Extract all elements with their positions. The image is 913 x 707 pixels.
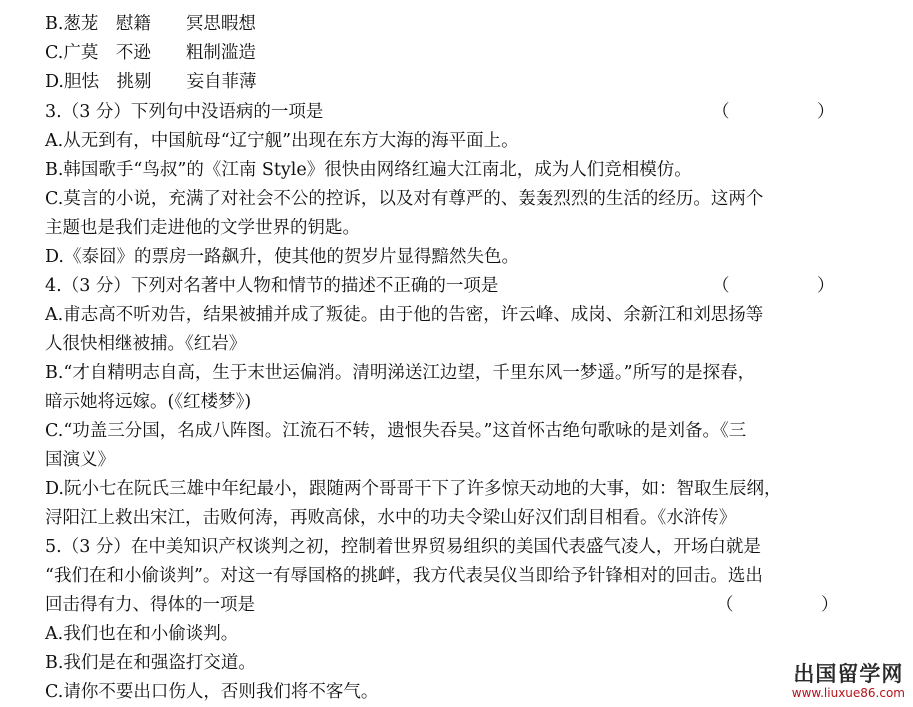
watermark-url: www.liuxue86.com — [791, 686, 905, 700]
option-line-b-q2: B.葱茏 慰籍 冥思暇想 — [45, 14, 256, 34]
question-5-option-b: B.我们是在和强盗打交道。 — [45, 653, 256, 673]
question-3-stem: 3.（3 分）下列句中没语病的一项是 — [45, 102, 324, 122]
question-5-option-a: A.我们也在和小偷谈判。 — [45, 624, 239, 644]
answer-blank-q3: （ ） — [712, 102, 835, 122]
question-4-option-d-line1: D.阮小七在阮氏三雄中年纪最小，跟随两个哥哥干下了许多惊天动地的大事，如：智取生辰纲， — [45, 479, 782, 499]
question-4-stem: 4.（3 分）下列对名著中人物和情节的描述不正确的一项是 — [45, 276, 499, 296]
question-5-option-c: C.请你不要出口伤人，否则我们将不客气。 — [45, 682, 379, 702]
question-4-option-c-line1: C.“功盖三分国，名成八阵图。江流石不转，遗恨失吞吴。”这首怀古绝句歌咏的是刘备。《三 — [45, 421, 747, 441]
question-3-option-c-line2: 主题也是我们走进他的文学世界的钥匙。 — [45, 218, 360, 238]
question-4-option-c-line2: 国演义》 — [45, 450, 115, 470]
question-4-option-d-line2: 浔阳江上救出宋江，击败何涛，再败高俅，水中的功夫令梁山好汉们刮目相看。《水浒传》 — [45, 508, 737, 528]
question-3-option-d: D.《泰囧》的票房一路飙升，使其他的贺岁片显得黯然失色。 — [45, 247, 519, 267]
question-5-stem-line3: 回击得有力、得体的一项是 — [45, 595, 255, 615]
question-5-stem-line1: 5.（3 分）在中美知识产权谈判之初，控制着世界贸易组织的美国代表盛气凌人，开场白就是 — [45, 537, 761, 557]
answer-blank-q5: （ ） — [716, 595, 839, 615]
question-4-option-b-line1: B.“才自精明志自高，生于末世运偏消。清明涕送江边望，千里东风一梦遥。”所写的是探春， — [45, 363, 756, 383]
question-5-stem-line2: “我们在和小偷谈判”。对这一有辱国格的挑衅，我方代表吴仪当即给予针锋相对的回击。选出 — [45, 566, 763, 586]
option-line-c-q2: C.广莫 不逊 粗制滥造 — [45, 43, 256, 63]
question-4-option-a-line1: A.甫志高不听劝告，结果被捕并成了叛徒。由于他的告密，许云峰、成岗、余新江和刘思扬等 — [45, 305, 764, 325]
question-4-option-a-line2: 人很快相继被捕。《红岩》 — [45, 334, 247, 354]
option-line-d-q2: D.胆怯 挑剔 妄自菲薄 — [45, 72, 257, 92]
question-4-option-b-line2: 暗示她将远嫁。(《红楼梦》) — [45, 392, 252, 412]
question-3-option-a: A.从无到有，中国航母“辽宁舰”出现在东方大海的海平面上。 — [45, 131, 519, 151]
site-watermark — [792, 662, 905, 700]
answer-blank-q4: （ ） — [712, 276, 835, 296]
question-3-option-b: B.韩国歌手“鸟叔”的《江南 Style》很快由网络红遍大江南北，成为人们竞相模仿。 — [45, 160, 692, 180]
watermark-title: 出国留学网 — [793, 662, 904, 686]
question-3-option-c-line1: C.莫言的小说，充满了对社会不公的控诉，以及对有尊严的、轰轰烈烈的生活的经历。这两个 — [45, 189, 764, 209]
